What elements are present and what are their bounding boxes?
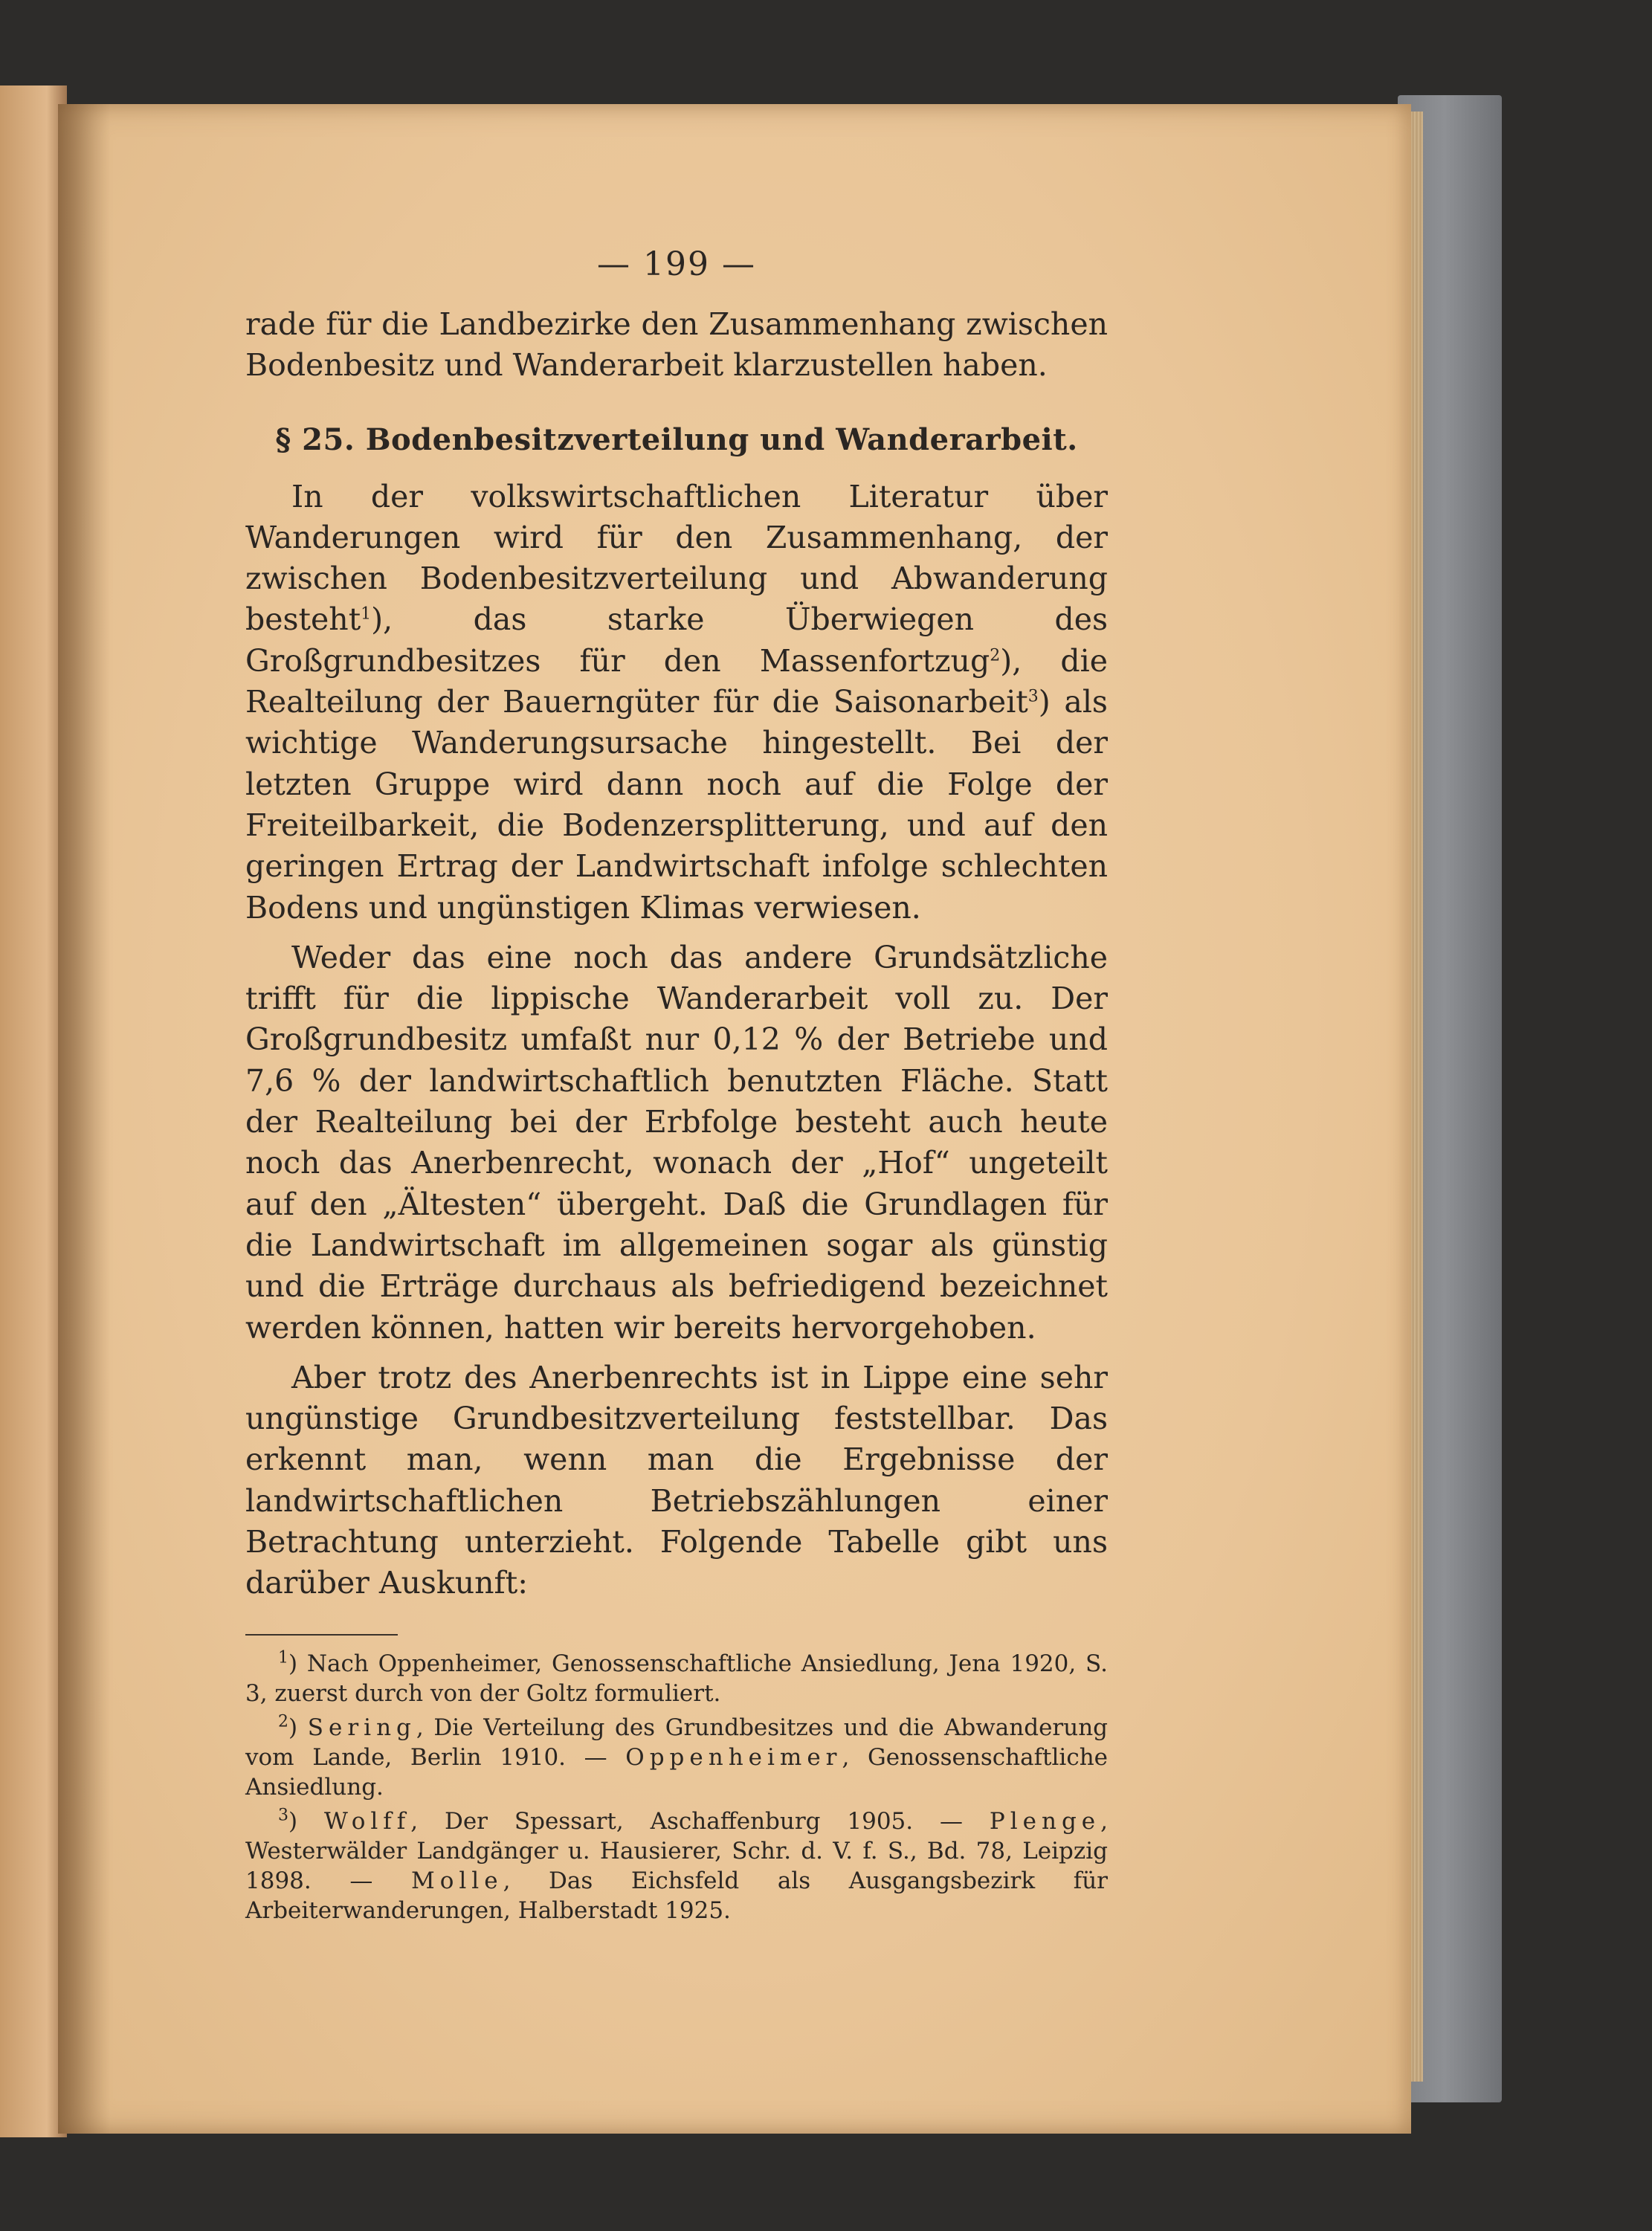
author-name: Oppenheimer (625, 1743, 842, 1771)
footnote-ref-2: 2 (990, 646, 1001, 665)
intro-paragraph: rade für die Landbezirke den Zusammenhang zwischen Bodenbesitz und Wanderarbeit klarzustellen haben. (245, 306, 1108, 384)
section-heading: § 25. Bodenbesitzverteilung und Wanderarbeit. (275, 422, 1078, 457)
footnote-text: ) Nach Oppenheimer, Genossenschaftliche Ansiedlung, Jena 1920, S. 3, zuerst durch von der Goltz formuliert. (245, 1650, 1108, 1707)
paragraph-2: Weder das eine noch das andere Grundsätzliche trifft für die lippische Wanderarbeit voll zu. Der Großgrundbesitz umfaßt nur 0,12 % der Betriebe und 7,6 % der landwirtschaftlich benutzten Fläche. Statt der Realteilung bei der Erbfolge besteht auch heute noch das Anerbenrecht, wonach der „Hof“ ungeteilt auf den „Ältesten“ übergeht. Daß die Grundlagen für die Landwirtschaft im allgemeinen sogar als günstig und die Erträge durchaus als befriedigend bezeichnet werden können, hatten wir bereits hervorgehoben. (245, 939, 1108, 1346)
footnote-text: , Das Eichsfeld als Ausgangsbezirk für Arbeiterwanderungen, Halberstadt 1925. (245, 1867, 1108, 1924)
footnote-text: ) (288, 1807, 324, 1835)
paragraph-3: Aber trotz des Anerbenrechts ist in Lippe eine sehr ungünstige Grundbesitzverteilung feststellbar. Das erkennt man, wenn man die Ergebnisse der landwirtschaftlichen Betriebszählungen einer Betrachtung unterzieht. Folgende Tabelle gibt uns darüber Auskunft: (245, 1359, 1108, 1601)
footnote-text: , Westerwälder Landgänger u. Hausierer, Schr. d. V. f. S., Bd. 78, Leipzig 1898. — (245, 1807, 1108, 1894)
para1-text-b: ), das starke Überwiegen des Großgrundbesitzes für den Massenfortzug (245, 601, 1108, 679)
author-name: Wolff (323, 1807, 411, 1835)
footnote-1 (245, 1649, 1108, 1708)
page-number: — 199 — (597, 245, 756, 283)
footnote-text: , Genossenschaftliche Ansiedlung. (245, 1743, 1109, 1801)
footnote-mark: 3 (278, 1806, 288, 1825)
paragraph-1 (245, 477, 1108, 929)
footnote-3 (245, 1807, 1108, 1925)
page-text (245, 245, 1108, 1930)
footnote-rule (245, 1634, 398, 1636)
main-body (245, 304, 1108, 1604)
footnote-ref-3: 3 (1027, 687, 1039, 706)
para1-text-c: ), die Realteilung der Bauerngüter für die Saisonarbeit (245, 642, 1108, 720)
footnote-text: ) (288, 1714, 308, 1741)
para1-text-a: In der volkswirtschaftlichen Literatur über Wanderungen wird für den Zusammenhang, der zwischen Bodenbesitzverteilung und Abwanderung besteht (245, 478, 1108, 638)
para1-text-d: ) als wichtige Wanderungsursache hingestellt. Bei der letzten Gruppe wird dann noch auf die Folge der Freiteilbarkeit, die Bodenzersplitterung, und auf den geringen Ertrag der Landwirtschaft infolge schlechten Bodens und ungünstigen Klimas verwiesen. (245, 684, 1108, 926)
footnote-text: , Die Verteilung des Grundbesitzes und die Abwanderung vom Lande, Berlin 1910. — (245, 1714, 1109, 1771)
footnote-2 (245, 1713, 1108, 1802)
author-name: Sering (307, 1714, 416, 1741)
footnote-text: , Der Spessart, Aschaffenburg 1905. — (410, 1807, 990, 1835)
gutter-shadow (58, 104, 110, 2134)
footnote-mark: 1 (278, 1648, 288, 1667)
footnote-mark: 2 (278, 1712, 288, 1731)
facing-page-edge (0, 85, 67, 2137)
footnote-ref-1: 1 (361, 604, 372, 624)
footnotes (245, 1649, 1108, 1925)
author-name: Molle (410, 1867, 503, 1894)
author-name: Plenge (989, 1807, 1101, 1835)
